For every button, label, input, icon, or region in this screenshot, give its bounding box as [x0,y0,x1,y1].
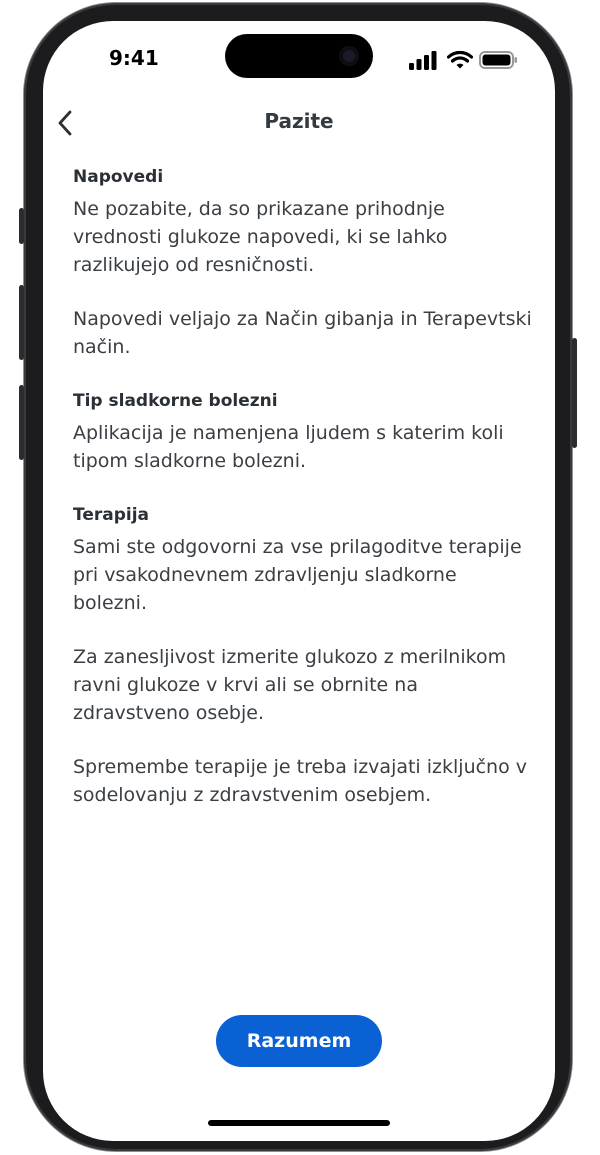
section-heading-therapy: Terapija [73,505,150,525]
volume-up-button [19,285,24,360]
status-icons [409,50,517,70]
volume-down-button [19,385,24,460]
paragraph: Za zanesljivost izmerite glukozo z merilnikom ravni glukoze v krvi ali se obrnite na zdravstveno osebje. [73,646,507,724]
paragraph: Sami ste odgovorni za vse prilagoditve terapije pri vsakodnevnem zdravljenju sladkorne bolezni. [73,536,522,614]
screen [43,21,555,1141]
navigation-bar [43,103,555,143]
paragraph: Napovedi veljajo za Način gibanja in Terapevtski način. [73,308,532,358]
paragraph: Ne pozabite, da so prikazane prihodnje vrednosti glukoze napovedi, ki se lahko razlikujejo od resničnosti. [73,198,448,276]
content [73,163,533,809]
paragraph: Spremembe terapije je treba izvajati izključno v sodelovanju z zdravstvenim osebjem. [73,756,528,806]
status-time: 9:41 [109,46,159,70]
paragraph: Aplikacija je namenjena ljudem s katerim koli tipom sladkorne bolezni. [73,422,504,472]
status-bar [43,21,555,91]
cellular-signal-icon [409,50,439,70]
home-indicator[interactable] [208,1120,390,1126]
action-button [19,208,24,244]
camera-icon [339,46,359,66]
dynamic-island [225,34,373,78]
wifi-icon [447,50,473,70]
battery-icon [479,50,519,70]
power-button [572,338,577,448]
understand-button[interactable]: Razumem [216,1015,382,1067]
page-title: Pazite [264,109,334,133]
section-heading-predictions: Napovedi [73,167,164,187]
section-heading-diabetes-type: Tip sladkorne bolezni [73,391,278,411]
